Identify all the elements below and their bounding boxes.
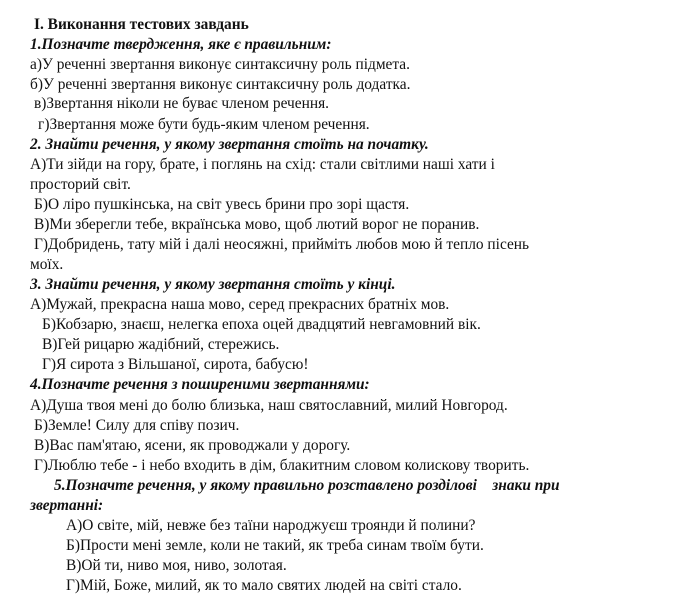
q2-option-d: Г)Добридень, тату мій і далі неосяжні, прийміть любов мою й тепло пісень xyxy=(34,236,530,253)
q2-option-a: А)Ти зійди на гору, брате, і поглянь на схід: стали світлими наші хати і xyxy=(30,156,495,173)
question-3-prompt: 3. Знайти речення, у якому звертання стоїть у кінці. xyxy=(30,276,396,293)
q5-option-a: А)О світе, мій, невже без таїни народжуєш троянди й полини? xyxy=(66,517,476,534)
q2-option-d-cont: моїх. xyxy=(30,256,64,273)
q4-option-a: А)Душа твоя мені до болю близька, наш святославний, милий Новгород. xyxy=(30,397,508,414)
q3-option-a: А)Мужай, прекрасна наша мово, серед прекрасних братніх мов. xyxy=(30,296,450,313)
q2-option-c: В)Ми зберегли тебе, вкраїнська мово, щоб лютий ворог не поранив. xyxy=(34,216,480,233)
question-4-prompt: 4.Позначте речення з поширеними звертаннями: xyxy=(30,376,370,393)
q4-option-b: Б)Земле! Силу для співу позич. xyxy=(34,417,240,434)
q5-option-b: Б)Прости мені земле, коли не такий, як треба синам твоїм бути. xyxy=(66,537,484,554)
q4-option-d: Г)Люблю тебе - і небо входить в дім, блакитним словом колискову творить. xyxy=(34,457,530,474)
question-2-prompt: 2. Знайти речення, у якому звертання стоїть на початку. xyxy=(30,136,429,153)
q5-option-d: Г)Мій, Боже, милий, як то мало святих людей на світі стало. xyxy=(66,577,462,594)
q3-option-c: В)Гей рицарю жадібний, стережись. xyxy=(42,336,280,353)
q4-option-c: В)Вас пам'ятаю, ясени, як проводжали у дорогу. xyxy=(34,437,351,454)
q2-option-a-cont: просторий світ. xyxy=(30,176,131,193)
section-title: І. Виконання тестових завдань xyxy=(34,16,249,33)
question-5-prompt-cont: звертанні: xyxy=(30,497,104,514)
q3-option-b: Б)Кобзарю, знаєш, нелегка епоха оцей двадцятий невгамовний вік. xyxy=(42,316,481,333)
q2-option-b: Б)О ліро пушкінська, на світ увесь брини про зорі щастя. xyxy=(34,196,410,213)
q5-option-c: В)Ой ти, ниво моя, ниво, золотая. xyxy=(66,557,287,574)
q3-option-d: Г)Я сирота з Вільшаної, сирота, бабусю! xyxy=(42,356,309,373)
q1-option-b: б)У реченні звертання виконує синтаксичну роль додатка. xyxy=(30,76,411,93)
q1-option-c: в)Звертання ніколи не буває членом речення. xyxy=(34,95,330,112)
question-1-prompt: 1.Позначте твердження, яке є правильним: xyxy=(30,36,332,53)
q1-option-d: г)Звертання може бути будь-яким членом речення. xyxy=(38,116,370,133)
q1-option-a: а)У реченні звертання виконує синтаксичну роль підмета. xyxy=(30,56,410,73)
question-5-prompt: 5.Позначте речення, у якому правильно розставлено розділові знаки при xyxy=(54,477,560,494)
